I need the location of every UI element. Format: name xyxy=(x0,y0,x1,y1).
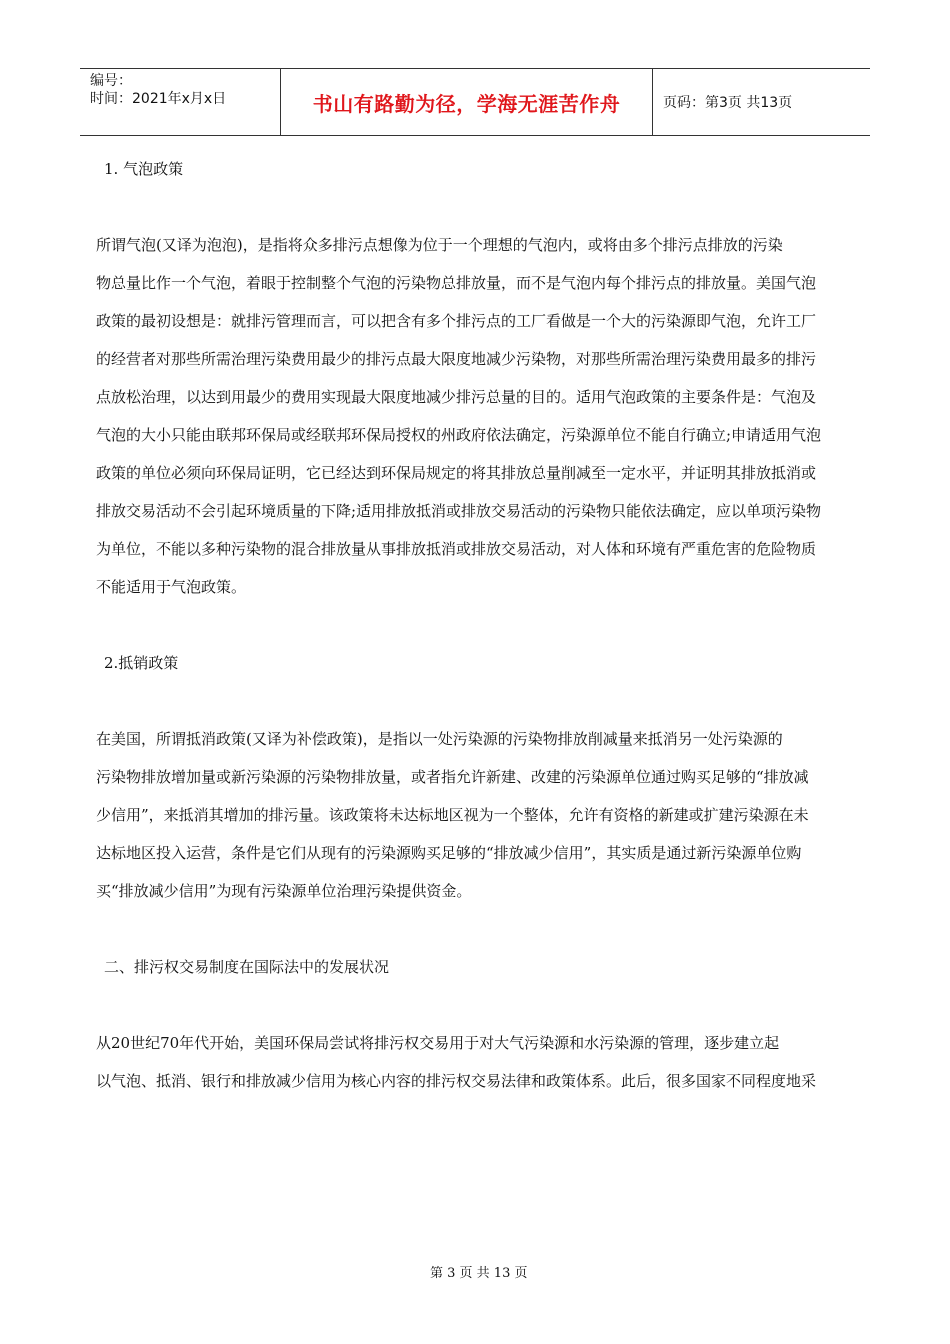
section-spacer xyxy=(96,910,876,948)
paragraph-line: 政策的最初设想是：就排污管理而言，可以把含有多个排污点的工厂看做是一个大的污染源即气泡，允许工厂 xyxy=(96,312,817,330)
section-spacer xyxy=(96,606,876,644)
paragraph-line: 买“排放减少信用”为现有污染源单位治理污染提供资金。 xyxy=(96,882,472,900)
paragraph-line: 物总量比作一个气泡，着眼于控制整个气泡的污染物总排放量，而不是气泡内每个排污点的排放量。美国气泡 xyxy=(96,274,817,292)
header-motto: 书山有路勤为径，学海无涯苦作舟 xyxy=(281,69,653,135)
paragraph-line: 的经营者对那些所需治理污染费用最少的排污点最大限度地减少污染物，对那些所需治理污染费用最多的排污 xyxy=(96,350,817,368)
paragraph-line: 达标地区投入运营，条件是它们从现有的污染源购买足够的“排放减少信用”，其实质是通过新污染源单位购 xyxy=(96,844,802,862)
paragraph-line: 少信用”，来抵消其增加的排污量。该政策将未达标地区视为一个整体，允许有资格的新建或扩建污染源在未 xyxy=(96,806,809,824)
page-header xyxy=(80,68,870,136)
paragraph-line: 点放松治理，以达到用最少的费用实现最大限度地减少排污总量的目的。适用气泡政策的主要条件是：气泡及 xyxy=(96,388,817,406)
paragraph-line: 所谓气泡(又译为泡泡)，是指将众多排污点想像为位于一个理想的气泡内，或将由多个排污点排放的污染 xyxy=(96,236,783,254)
header-meta xyxy=(80,69,281,135)
section-heading: 2.抵销政策 xyxy=(104,654,179,672)
section-spacer xyxy=(96,188,876,226)
paragraph-line: 为单位，不能以多种污染物的混合排放量从事排放抵消或排放交易活动，对人体和环境有严重危害的危险物质 xyxy=(96,540,817,558)
time-label: 时间：2021年x月x日 xyxy=(90,91,227,107)
paragraph-line: 在美国，所谓抵消政策(又译为补偿政策)，是指以一处污染源的污染物排放削减量来抵消另一处污染源的 xyxy=(96,730,783,748)
paragraph xyxy=(96,226,876,606)
paragraph-line: 以气泡、抵消、银行和排放减少信用为核心内容的排污权交易法律和政策体系。此后，很多国家不同程度地采 xyxy=(96,1072,817,1090)
page-footer: 第 3 页 共 13 页 xyxy=(430,1266,528,1281)
section-spacer xyxy=(96,682,876,720)
paragraph-line: 不能适用于气泡政策。 xyxy=(96,578,247,596)
section-heading: 二、排污权交易制度在国际法中的发展状况 xyxy=(104,958,390,976)
header-page-info: 页码：第3页 共13页 xyxy=(663,95,793,111)
paragraph xyxy=(96,1024,876,1100)
number-label: 编号： xyxy=(90,73,132,89)
section-heading: 1. 气泡政策 xyxy=(104,160,184,178)
paragraph-line: 排放交易活动不会引起环境质量的下降;适用排放抵消或排放交易活动的污染物只能依法确定，应以单项污染物 xyxy=(96,502,822,520)
paragraph-line: 气泡的大小只能由联邦环保局或经联邦环保局授权的州政府依法确定，污染源单位不能自行确立;申请适用气泡 xyxy=(96,426,822,444)
paragraph xyxy=(96,720,876,910)
paragraph-line: 从20世纪70年代开始，美国环保局尝试将排污权交易用于对大气污染源和水污染源的管理，逐步建立起 xyxy=(96,1034,780,1052)
document-body xyxy=(96,150,876,1100)
section-spacer xyxy=(96,986,876,1024)
paragraph-line: 政策的单位必须向环保局证明，它已经达到环保局规定的将其排放总量削减至一定水平，并证明其排放抵消或 xyxy=(96,464,817,482)
paragraph-line: 污染物排放增加量或新污染源的污染物排放量，或者指允许新建、改建的污染源单位通过购买足够的“排放减 xyxy=(96,768,809,786)
